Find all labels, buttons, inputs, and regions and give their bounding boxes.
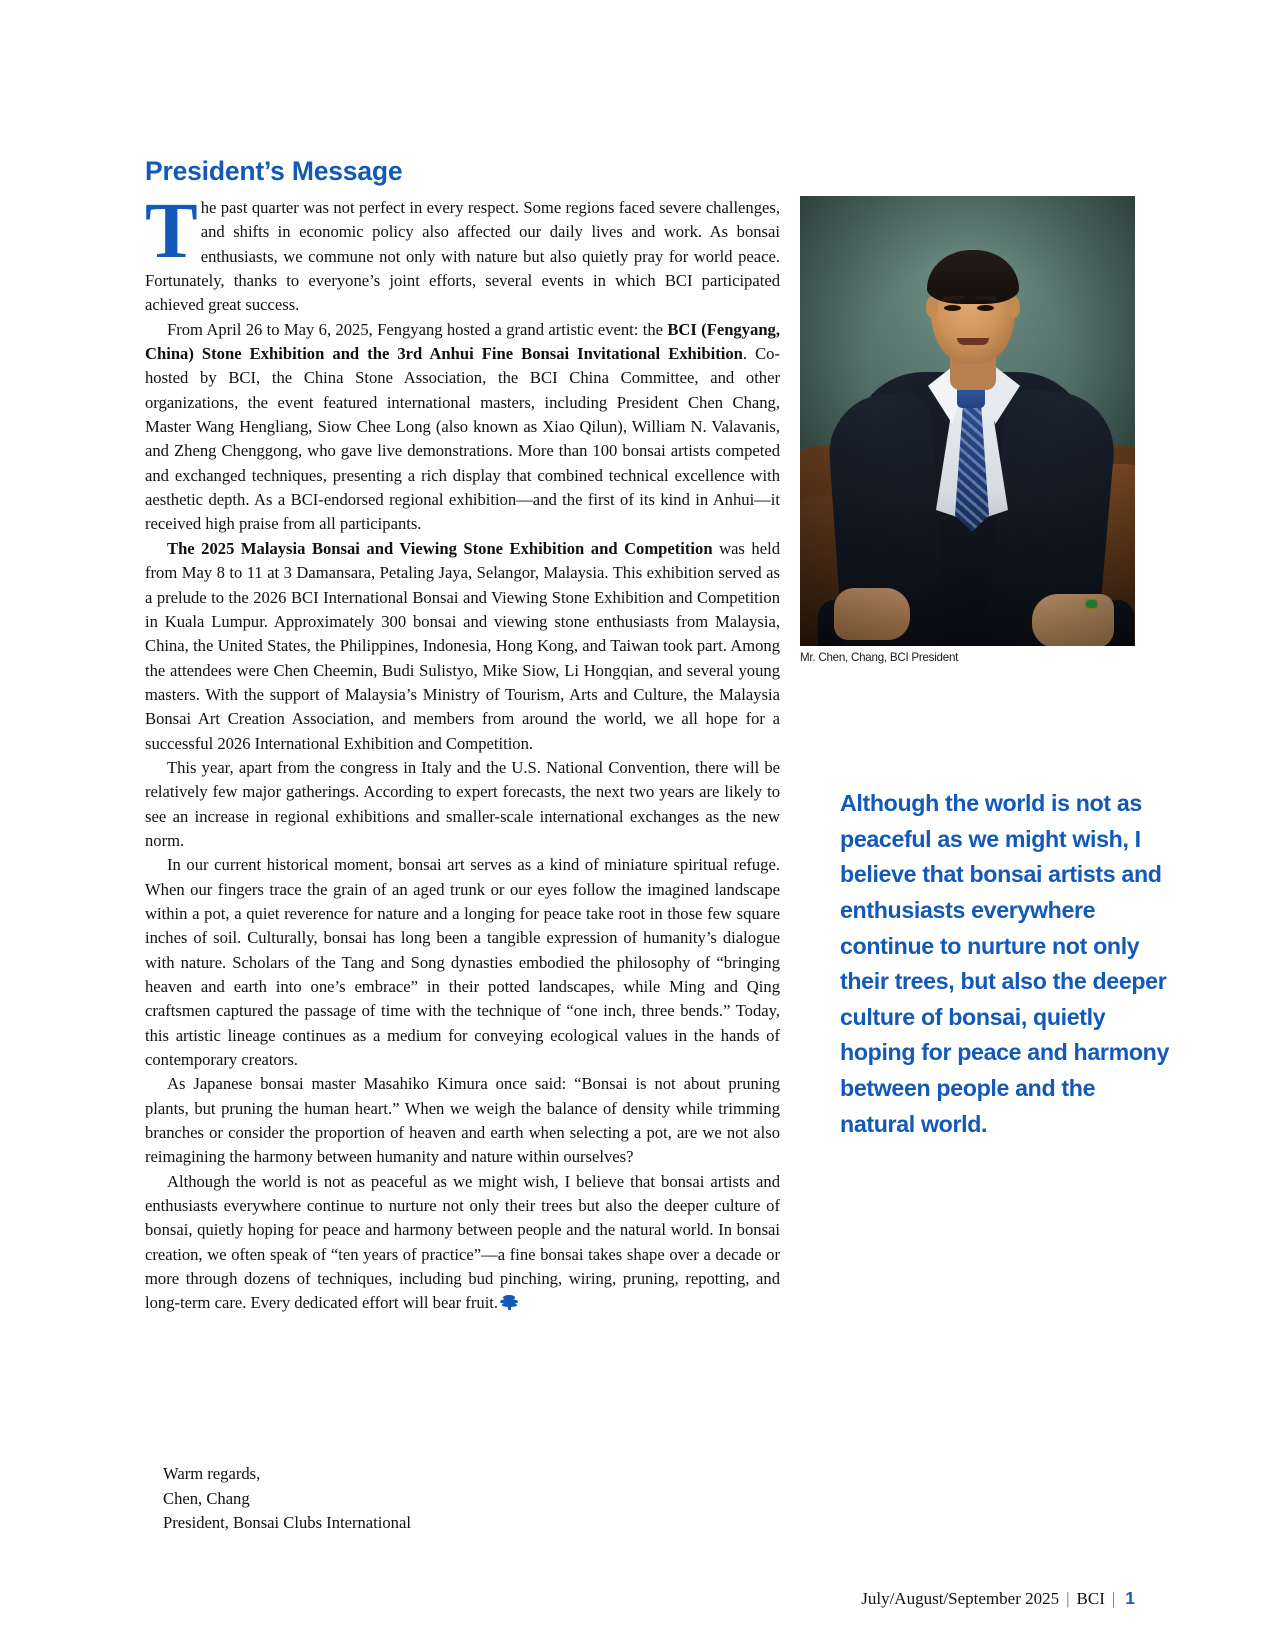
- paragraph-3: [145, 537, 780, 756]
- signature-salutation: Warm regards,: [163, 1464, 261, 1483]
- paragraph-1: [145, 188, 780, 318]
- president-portrait-photo: [800, 196, 1135, 646]
- bonsai-tree-icon: [500, 1295, 519, 1310]
- paragraph-2: [145, 318, 780, 537]
- footer-publication: BCI: [1076, 1589, 1105, 1608]
- paragraph-1-text: he past quarter was not perfect in every respect. Some regions faced severe challenges, and shifts in economic policy also affected our daily lives and work. As bonsai enthusiasts, we commune not only with nature but also quietly pray for world peace. Fortunately, thanks to everyone’s joint efforts, several events in which BCI participated achieved great success.: [145, 198, 780, 315]
- footer-issue-date: July/August/September 2025: [861, 1589, 1060, 1608]
- page-title: President’s Message: [145, 155, 403, 186]
- page-footer: [861, 1588, 1135, 1609]
- article-body: [145, 188, 781, 1316]
- photo-caption: Mr. Chen, Chang, BCI President: [800, 651, 959, 664]
- paragraph-2-tail: . Co-hosted by BCI, the China Stone Association, the BCI China Committee, and other organizations, the event featured international masters, including President Chen Chang, Master Wang Hengliang, Siow Chee Long (also known as Xiao Qilun), William N. Valavanis, and Zheng Chenggong, who gave live demonstrations. More than 100 bonsai artists competed and exchanged techniques, presenting a rich display that combined technical excellence with aesthetic depth. As a BCI-endorsed regional exhibition—and the first of its kind in Anhui—it received high praise from all participants.: [145, 344, 781, 534]
- paragraph-5: In our current historical moment, bonsai art serves as a kind of miniature spiritual refuge. When our fingers trace the grain of an aged trunk or our eyes follow the imagined landscape within a pot, a quiet reverence for nature and a longing for peace take root in those few square inches of soil. Culturally, bonsai has long been a tangible expression of humanity’s dialogue with nature. Scholars of the Tang and Song dynasties embodied the philosophy of “bringing heaven and earth into one’s embrace” in their potted landscapes, while Ming and Qing craftsmen captured the passage of time with the technique of “one inch, three bends.” Today, this artistic lineage continues as a medium for conveying ecological values in the hands of contemporary creators.: [145, 855, 780, 1070]
- paragraph-7-text: Although the world is not as peaceful as we might wish, I believe that bonsai artists and enthusiasts everywhere continue to nurture not only their trees but also the deeper culture of bonsai, quietly hoping for peace and harmony between people and the natural world. In bonsai creation, we often speak of “ten years of practice”—a fine bonsai takes shape over a decade or more through dozens of techniques, including bud pinching, wiring, pruning, repotting, and long-term care. Every dedicated effort will bear fruit.: [145, 1171, 780, 1313]
- footer-separator-2: |: [1111, 1589, 1116, 1608]
- paragraph-3-tail: was held from May 8 to 11 at 3 Damansara, Petaling Jaya, Selangor, Malaysia. This exhibition served as a prelude to the 2026 BCI International Bonsai and Viewing Stone Exhibition and Competition in Kuala Lumpur. Approximately 300 bonsai and viewing stone enthusiasts from Malaysia, China, the United States, the Philippines, Indonesia, Hong Kong, and Taiwan took part. Among the attendees were Chen Cheemin, Budi Sulistyo, Mike Siow, Li Hongqian, and several young masters. With the support of Malaysia’s Ministry of Tourism, Arts and Culture, the Malaysia Bonsai Art Creation Association, and members from around the world, we all hope for a successful 2026 International Exhibition and Competition.: [145, 538, 780, 753]
- footer-page-number: 1: [1125, 1588, 1135, 1608]
- exhibition-name-1: BCI (Fengyang, China) Stone Exhibition and the 3rd Anhui Fine Bonsai Invitational Exhibition: [145, 319, 780, 364]
- paragraph-4: This year, apart from the congress in Italy and the U.S. National Convention, there will be relatively few major gatherings. According to expert forecasts, the next two years are likely to see an increase in regional exhibitions and smaller-scale international exchanges as the new norm.: [145, 757, 780, 850]
- footer-separator-1: |: [1066, 1589, 1070, 1608]
- paragraph-7: [145, 1170, 780, 1316]
- paragraph-6: As Japanese bonsai master Masahiko Kimura once said: “Bonsai is not about pruning plants, but pruning the human heart.” When we weigh the balance of density while trimming branches or consider the proportion of heaven and earth when selecting a pot, are we not also reimagining the harmony between humanity and nature within ourselves?: [145, 1074, 780, 1167]
- signature-block: [163, 1462, 411, 1536]
- photo-vignette: [800, 196, 1135, 646]
- pull-quote: Although the world is not as peaceful as we might wish, I believe that bonsai artists and enthusiasts everywhere continue to nurture not only their trees, but also the deeper culture of bonsai, quietly hoping for peace and harmony between people and the natural world.: [840, 790, 1170, 1137]
- paragraph-2-lead: From April 26 to May 6, 2025, Fengyang hosted a grand artistic event: the: [167, 319, 668, 339]
- exhibition-name-2: The 2025 Malaysia Bonsai and Viewing Stone Exhibition and Competition: [167, 538, 713, 558]
- drop-cap-letter: T: [145, 188, 198, 275]
- signature-name: Chen, Chang: [163, 1488, 250, 1508]
- signature-title: President, Bonsai Clubs International: [163, 1513, 411, 1533]
